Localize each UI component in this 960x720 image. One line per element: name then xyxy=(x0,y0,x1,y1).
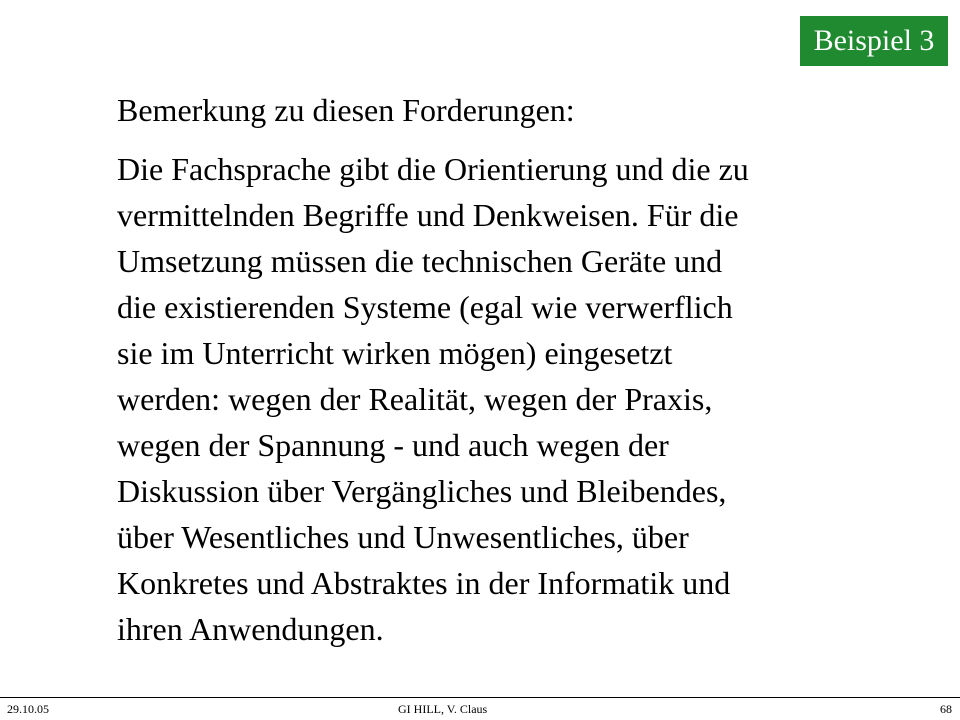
body-line: vermittelnden Begriffe und Denkweisen. Für die xyxy=(117,197,739,233)
body-line: Die Fachsprache gibt die Orientierung und die zu xyxy=(117,151,749,187)
slide-heading: Bemerkung zu diesen Forderungen: xyxy=(117,92,575,128)
footer-date: 29.10.05 xyxy=(7,702,49,716)
footer-page-number: 68 xyxy=(940,702,952,716)
body-line: wegen der Spannung - und auch wegen der xyxy=(117,427,669,463)
body-line: Konkretes und Abstraktes in der Informatik und xyxy=(117,565,731,601)
body-line: ihren Anwendungen. xyxy=(117,611,384,647)
body-line: werden: wegen der Realität, wegen der Praxis, xyxy=(117,381,713,417)
footer-author: GI HILL, V. Claus xyxy=(398,702,488,716)
body-line: über Wesentliches und Unwesentliches, über xyxy=(117,519,689,555)
body-line: sie im Unterricht wirken mögen) eingesetzt xyxy=(117,335,673,371)
example-badge: Beispiel 3 xyxy=(800,16,948,66)
footer-divider xyxy=(0,697,960,698)
body-line: die existierenden Systeme (egal wie verwerflich xyxy=(117,289,733,325)
body-line: Diskussion über Vergängliches und Bleibendes, xyxy=(117,473,727,509)
body-paragraph xyxy=(117,146,877,652)
body-line: Umsetzung müssen die technischen Geräte und xyxy=(117,243,723,279)
